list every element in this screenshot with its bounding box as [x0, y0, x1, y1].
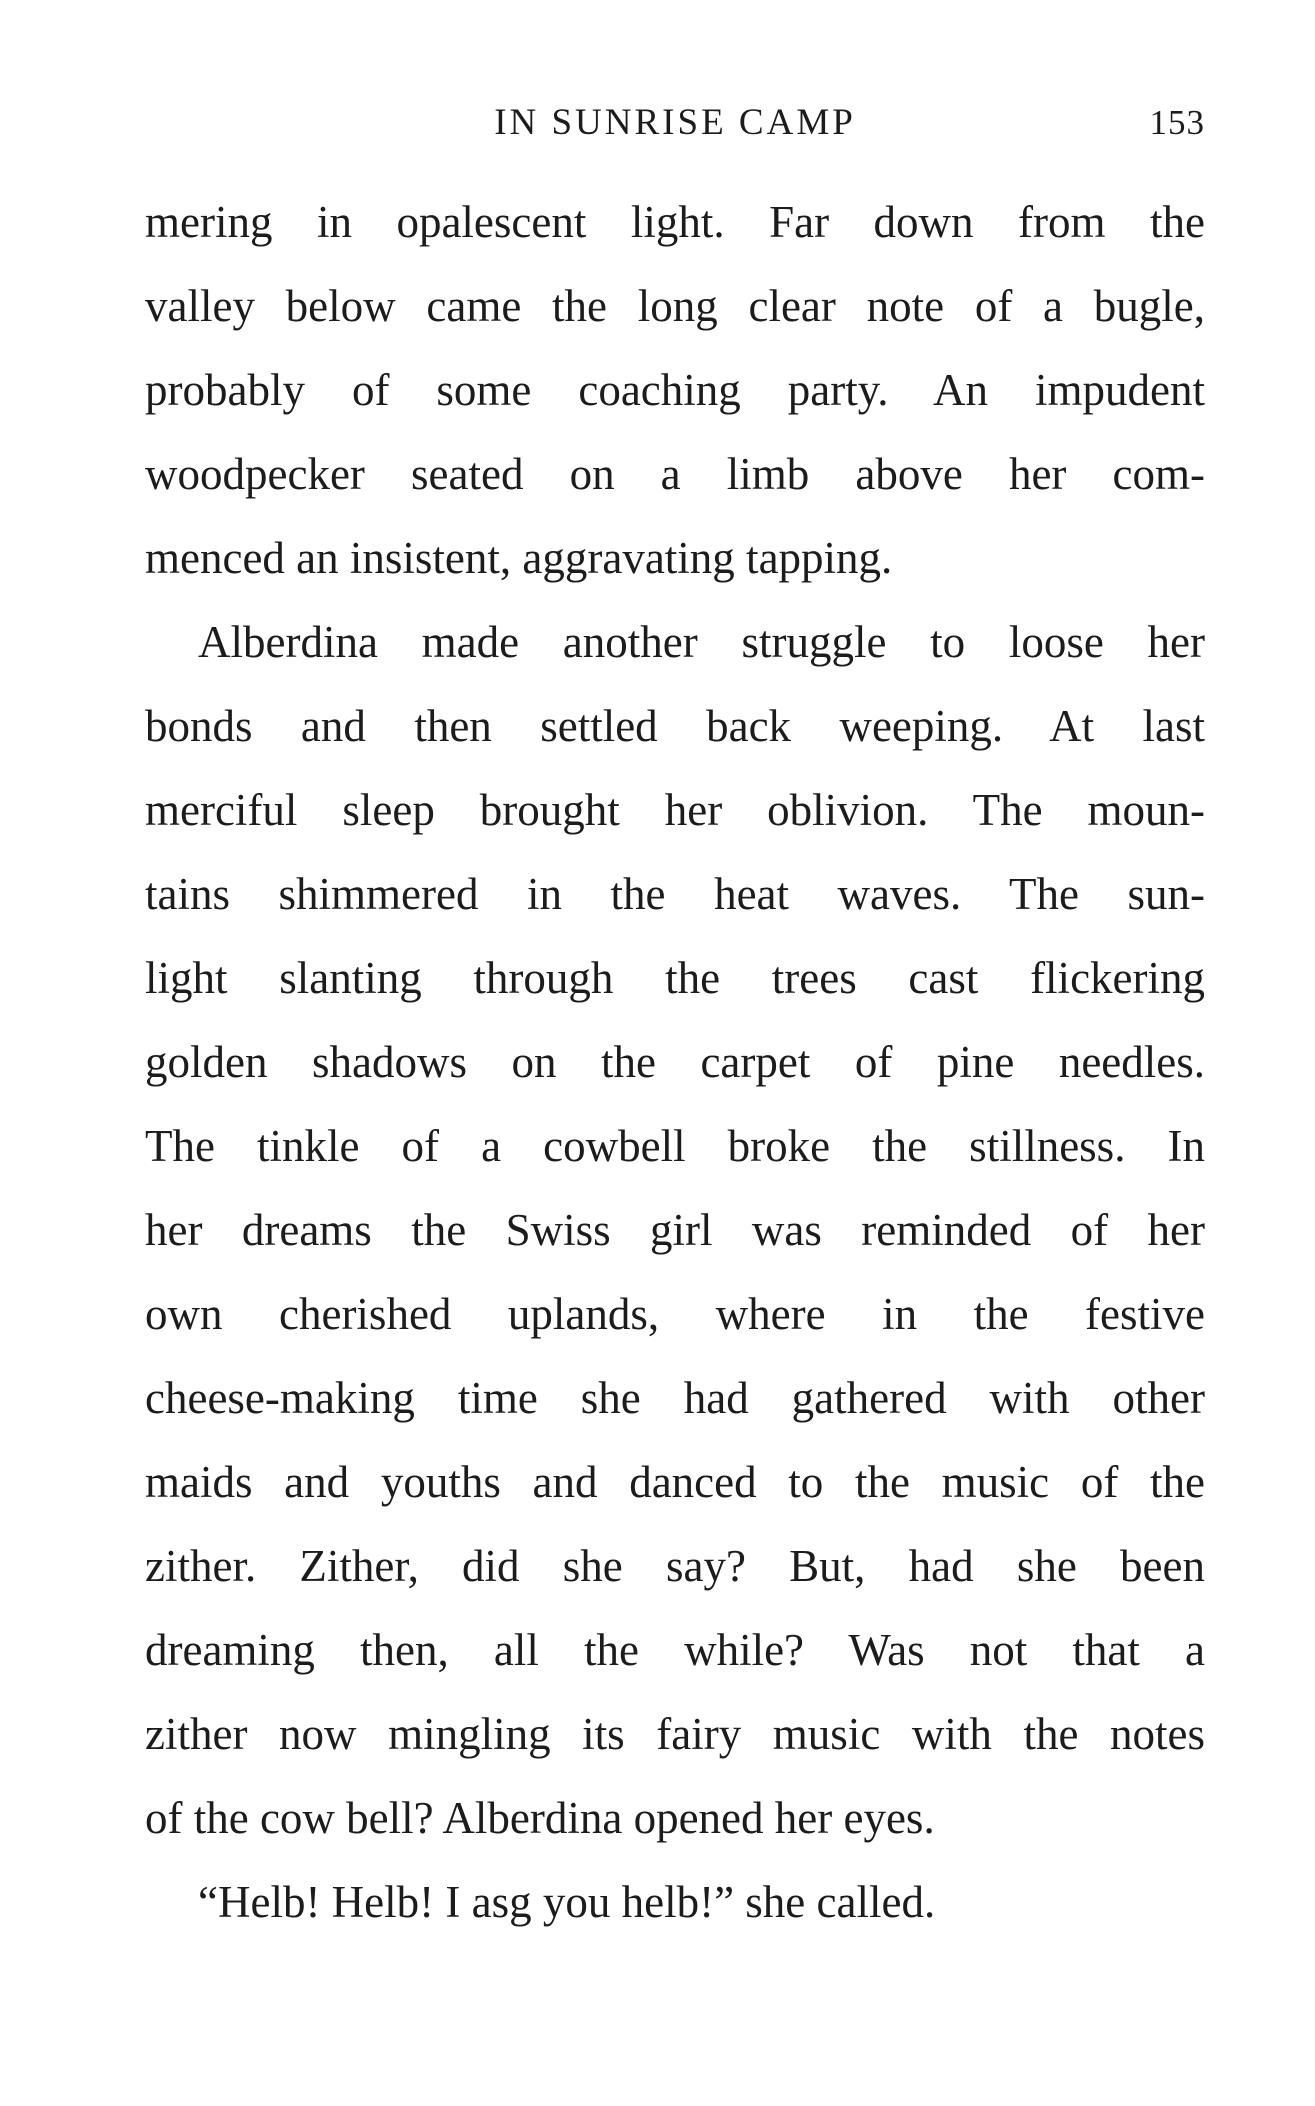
text-line: own cherished uplands, where in the festive [145, 1289, 1205, 1339]
running-head [145, 98, 1205, 148]
page-number: 153 [1149, 103, 1205, 142]
text-line: merciful sleep brought her oblivion. The moun- [145, 785, 1205, 835]
body-text [145, 180, 1205, 1944]
running-title: IN SUNRISE CAMP [494, 102, 856, 143]
text-line: light slanting through the trees cast flickering [145, 953, 1205, 1003]
text-line: tains shimmered in the heat waves. The sun- [145, 869, 1205, 919]
text-line: of the cow bell? Alberdina opened her eyes. [145, 1793, 935, 1843]
text-line: zither now mingling its fairy music with the notes [145, 1709, 1205, 1759]
text-line: her dreams the Swiss girl was reminded of her [145, 1205, 1205, 1255]
text-line: Alberdina made another struggle to loose her [198, 617, 1205, 667]
text-line: The tinkle of a cowbell broke the stillness. In [145, 1121, 1205, 1171]
text-line: probably of some coaching party. An impudent [145, 365, 1205, 415]
text-line: valley below came the long clear note of a bugle, [145, 281, 1205, 331]
text-line: “Helb! Helb! I asg you helb!” she called. [198, 1877, 936, 1927]
text-line: bonds and then settled back weeping. At last [145, 701, 1205, 751]
text-line: cheese-making time she had gathered with other [145, 1373, 1205, 1423]
text-line: mering in opalescent light. Far down from the [145, 197, 1205, 247]
text-line: menced an insistent, aggravating tapping. [145, 533, 893, 583]
text-line: maids and youths and danced to the music of the [145, 1457, 1205, 1507]
text-line: dreaming then, all the while? Was not that a [145, 1625, 1205, 1675]
text-line: golden shadows on the carpet of pine needles. [145, 1037, 1205, 1087]
text-line: zither. Zither, did she say? But, had she been [145, 1541, 1205, 1591]
text-line: woodpecker seated on a limb above her com- [145, 449, 1205, 499]
